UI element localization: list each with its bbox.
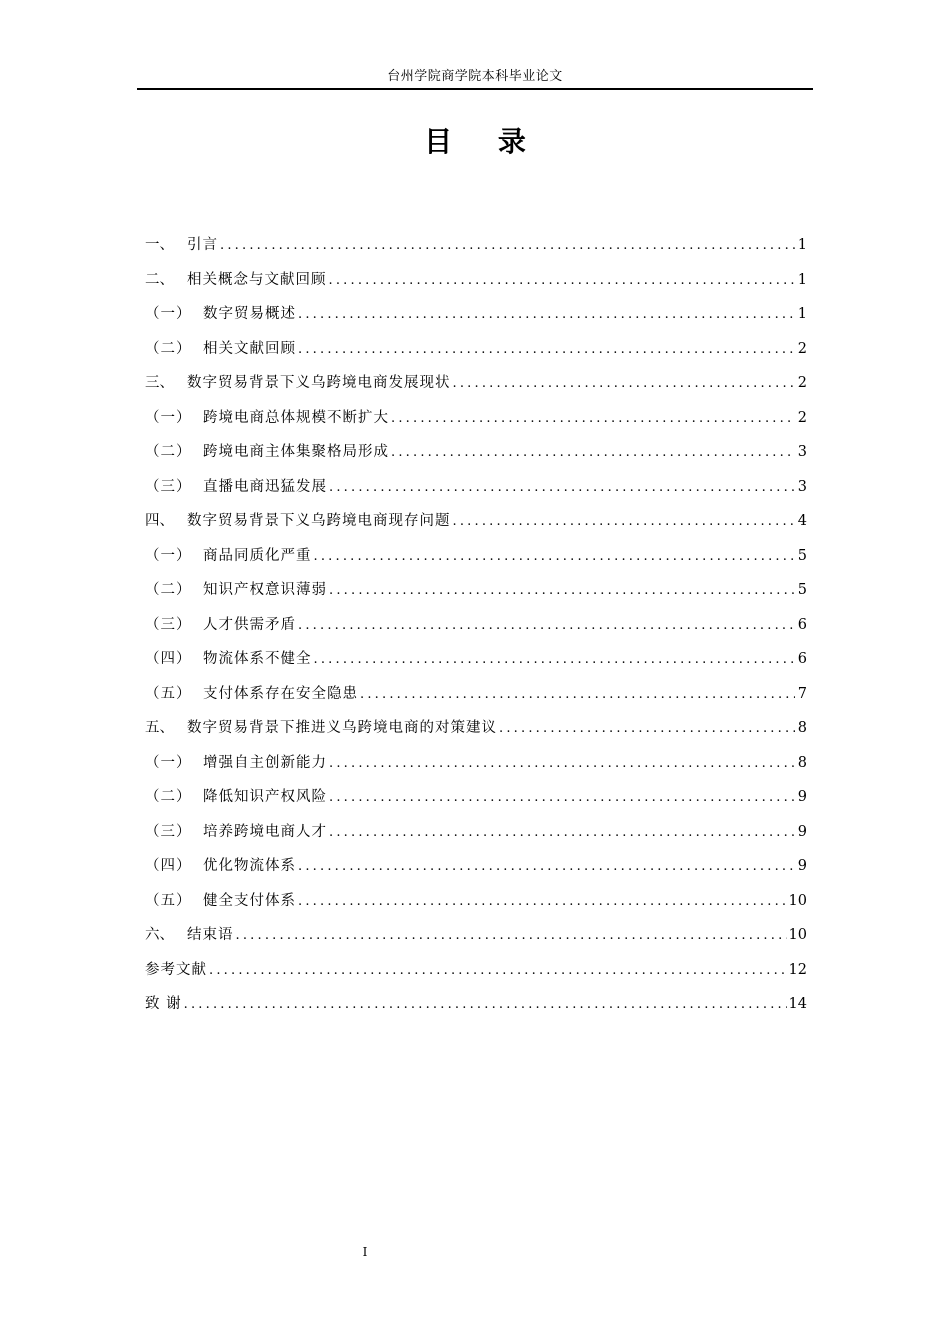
- toc-dot-leader: [391, 402, 795, 437]
- toc-entry-number: （三）: [145, 616, 192, 633]
- toc-entry-page: 9: [797, 823, 807, 840]
- toc-entry[interactable]: [145, 849, 807, 884]
- toc-entry-label: 人才供需矛盾: [203, 616, 296, 633]
- page-number: I: [362, 1245, 368, 1259]
- toc-entry-label: 相关文献回顾: [203, 340, 296, 357]
- toc-entry[interactable]: [145, 539, 807, 574]
- toc-dot-leader: [453, 505, 796, 540]
- table-of-contents: [145, 228, 807, 1022]
- toc-entry-page: 2: [797, 340, 807, 357]
- toc-entry-label: 参考文献: [145, 961, 207, 978]
- toc-entry-label: 培养跨境电商人才: [203, 823, 327, 840]
- toc-entry[interactable]: [145, 332, 807, 367]
- toc-dot-leader: [298, 298, 795, 333]
- toc-entry-number: 四、: [145, 513, 174, 529]
- toc-entry[interactable]: [145, 504, 807, 539]
- toc-dot-leader: [298, 609, 795, 644]
- toc-dot-leader: [360, 678, 795, 713]
- toc-entry-label: 跨境电商总体规模不断扩大: [203, 409, 389, 426]
- toc-entry-number: 一、: [145, 237, 174, 253]
- toc-dot-leader: [329, 781, 795, 816]
- toc-entry-page: 6: [797, 616, 807, 633]
- toc-dot-leader: [298, 885, 787, 920]
- running-header-text: 台州学院商学院本科毕业论文: [387, 69, 563, 84]
- toc-entry-page: 4: [797, 513, 807, 529]
- toc-dot-leader: [298, 333, 795, 368]
- toc-entry-label: 商品同质化严重: [203, 547, 312, 564]
- toc-entry-page: 8: [797, 754, 807, 771]
- toc-entry-page: 6: [797, 651, 807, 667]
- toc-entry-label: 数字贸易背景下义乌跨境电商发展现状: [187, 375, 451, 391]
- toc-entry-number: （五）: [145, 685, 192, 702]
- toc-entry-number: 三、: [145, 375, 174, 391]
- toc-entry[interactable]: [145, 573, 807, 608]
- toc-entry[interactable]: [145, 228, 807, 263]
- running-header: [137, 66, 813, 90]
- toc-dot-leader: [391, 436, 795, 471]
- toc-entry[interactable]: [145, 815, 807, 850]
- toc-entry-page: 10: [788, 892, 807, 909]
- toc-entry-page: 10: [788, 927, 807, 943]
- toc-entry-label: 数字贸易概述: [203, 306, 296, 322]
- toc-dot-leader: [499, 712, 795, 747]
- toc-entry[interactable]: [145, 366, 807, 401]
- toc-dot-leader: [314, 540, 796, 575]
- toc-entry-number: （一）: [145, 547, 192, 564]
- toc-entry-number: 二、: [145, 271, 174, 288]
- toc-entry[interactable]: [145, 711, 807, 746]
- toc-entry-label: 数字贸易背景下推进义乌跨境电商的对策建议: [187, 720, 497, 736]
- toc-dot-leader: [298, 850, 795, 885]
- toc-entry-page: 14: [788, 996, 807, 1012]
- toc-entry-label: 致 谢: [145, 996, 182, 1012]
- toc-dot-leader: [329, 816, 795, 851]
- toc-entry-label: 增强自主创新能力: [203, 754, 327, 771]
- toc-dot-leader: [329, 264, 796, 299]
- toc-entry[interactable]: [145, 746, 807, 781]
- toc-dot-leader: [184, 988, 787, 1023]
- toc-entry-label: 支付体系存在安全隐患: [203, 685, 358, 702]
- toc-entry-number: 五、: [145, 720, 174, 736]
- toc-dot-leader: [236, 919, 787, 954]
- toc-entry-label: 数字贸易背景下义乌跨境电商现存问题: [187, 513, 451, 529]
- toc-entry-number: 六、: [145, 927, 174, 943]
- toc-entry-number: （二）: [145, 582, 192, 598]
- toc-entry[interactable]: [145, 953, 807, 988]
- toc-entry[interactable]: [145, 642, 807, 677]
- toc-dot-leader: [329, 574, 795, 609]
- toc-entry-page: 9: [797, 858, 807, 874]
- toc-entry-page: 1: [797, 306, 807, 322]
- toc-entry-number: （四）: [145, 858, 192, 874]
- toc-entry-page: 5: [797, 547, 807, 564]
- toc-dot-leader: [220, 229, 795, 264]
- toc-entry[interactable]: [145, 297, 807, 332]
- toc-dot-leader: [329, 471, 795, 506]
- toc-entry[interactable]: [145, 608, 807, 643]
- toc-entry-page: 9: [797, 789, 807, 805]
- page-title: 目 录: [424, 125, 544, 158]
- toc-entry[interactable]: [145, 780, 807, 815]
- toc-entry-number: （一）: [145, 306, 192, 322]
- toc-entry-page: 1: [797, 237, 807, 253]
- toc-entry-label: 知识产权意识薄弱: [203, 582, 327, 598]
- toc-entry-label: 相关概念与文献回顾: [187, 271, 327, 288]
- toc-entry-label: 降低知识产权风险: [203, 789, 327, 805]
- toc-entry-number: （二）: [145, 340, 192, 357]
- toc-entry-page: 2: [797, 409, 807, 426]
- toc-entry-number: （三）: [145, 823, 192, 840]
- toc-dot-leader: [329, 747, 795, 782]
- toc-dot-leader: [314, 643, 796, 678]
- toc-entry[interactable]: [145, 677, 807, 712]
- toc-entry-number: （二）: [145, 789, 192, 805]
- toc-entry-page: 3: [797, 444, 807, 460]
- toc-entry-page: 5: [797, 582, 807, 598]
- toc-entry[interactable]: [145, 401, 807, 436]
- toc-entry[interactable]: [145, 987, 807, 1022]
- toc-entry-page: 2: [797, 375, 807, 391]
- toc-entry-number: （三）: [145, 478, 192, 495]
- toc-entry-label: 引言: [187, 237, 218, 253]
- toc-entry-number: （一）: [145, 754, 192, 771]
- toc-entry-page: 3: [797, 478, 807, 495]
- toc-entry-number: （二）: [145, 444, 192, 460]
- toc-entry[interactable]: [145, 884, 807, 919]
- toc-entry-label: 健全支付体系: [203, 892, 296, 909]
- toc-entry-label: 直播电商迅猛发展: [203, 478, 327, 495]
- toc-dot-leader: [209, 954, 787, 989]
- toc-entry[interactable]: [145, 918, 807, 953]
- toc-entry-page: 8: [797, 720, 807, 736]
- toc-entry[interactable]: [145, 470, 807, 505]
- toc-entry-page: 12: [788, 961, 807, 978]
- toc-entry-label: 物流体系不健全: [203, 651, 312, 667]
- toc-dot-leader: [453, 367, 796, 402]
- toc-entry-number: （一）: [145, 409, 192, 426]
- toc-entry-label: 结束语: [187, 927, 234, 943]
- toc-entry-page: 7: [797, 685, 807, 702]
- toc-entry-number: （四）: [145, 651, 192, 667]
- toc-entry[interactable]: [145, 263, 807, 298]
- toc-entry-label: 优化物流体系: [203, 858, 296, 874]
- toc-entry-label: 跨境电商主体集聚格局形成: [203, 444, 389, 460]
- toc-entry-number: （五）: [145, 892, 192, 909]
- toc-entry[interactable]: [145, 435, 807, 470]
- toc-entry-page: 1: [797, 271, 807, 288]
